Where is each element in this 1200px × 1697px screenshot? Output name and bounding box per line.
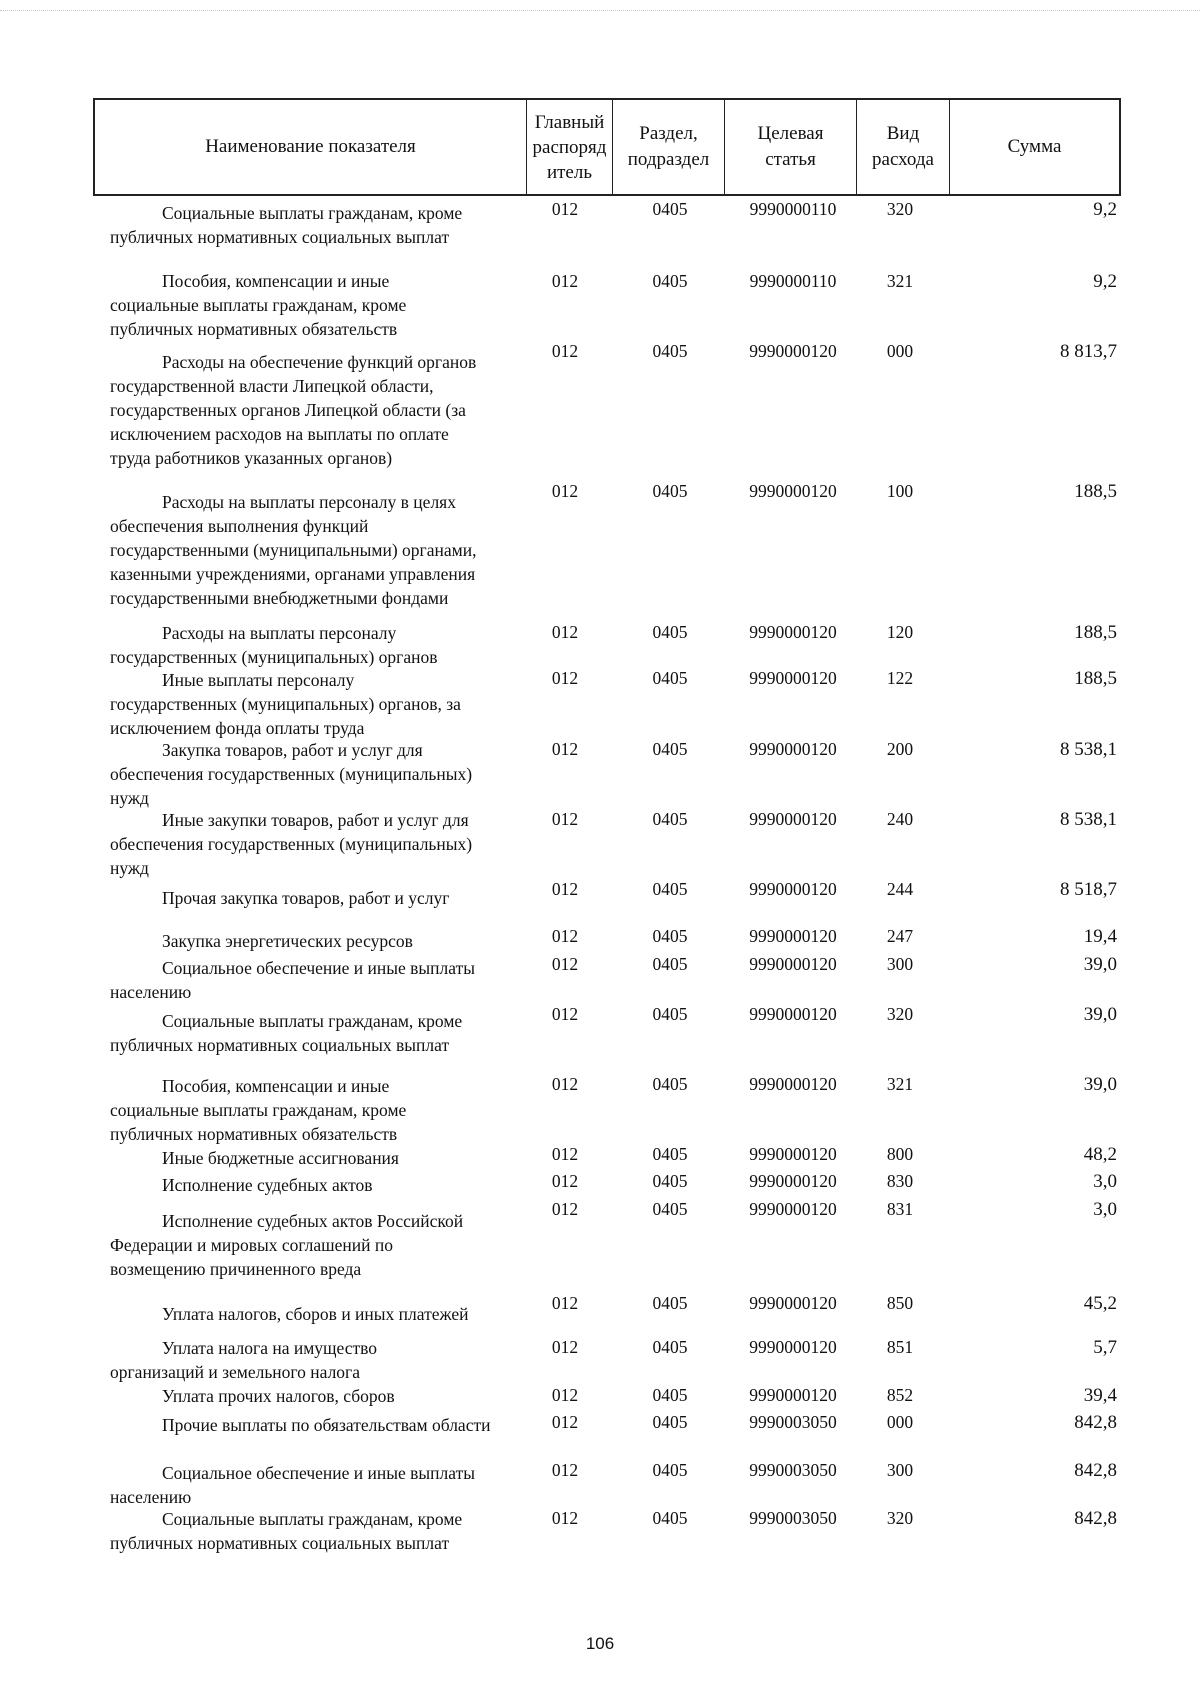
row-name — [110, 1146, 520, 1170]
row-name-line: Социальные выплаты гражданам, кроме — [162, 203, 463, 223]
row-name — [110, 621, 520, 669]
row-vid: 320 — [886, 199, 914, 219]
row-razd: 0405 — [652, 1144, 688, 1164]
row-sum: 45,2 — [1083, 1293, 1117, 1314]
row-razd: 0405 — [652, 1074, 688, 1094]
row-name-line: государственными внебюджетными фондами — [110, 588, 449, 608]
table-header — [93, 98, 1121, 196]
row-name-line: публичных нормативных социальных выплат — [110, 227, 450, 247]
row-name-line: Исполнение судебных актов Российской — [162, 1211, 464, 1231]
row-name — [110, 490, 520, 610]
row-name-line: населению — [110, 1487, 192, 1507]
row-razd: 0405 — [652, 1293, 688, 1313]
row-name-line: Прочая закупка товаров, работ и услуг — [162, 888, 450, 908]
row-sum: 5,7 — [1093, 1337, 1117, 1358]
row-name-line: Федерации и мировых соглашений по — [110, 1235, 393, 1255]
row-name-line: Закупка товаров, работ и услуг для — [162, 740, 423, 760]
row-name-line: государственных (муниципальных) органов — [110, 647, 438, 667]
row-name-line: социальные выплаты гражданам, кроме — [110, 295, 407, 315]
row-vid: 321 — [886, 1074, 914, 1094]
row-name-line: обеспечения выполнения функций — [110, 516, 369, 536]
row-name — [110, 808, 520, 880]
row-sum: 9,2 — [1093, 271, 1117, 292]
row-sum: 39,0 — [1083, 954, 1117, 975]
row-name-line: обеспечения государственных (муниципальных) — [110, 834, 473, 854]
row-glav: 012 — [551, 1199, 579, 1219]
row-cel: 9990000120 — [749, 481, 837, 501]
row-name-line: Иные выплаты персоналу — [162, 670, 355, 690]
row-name-line: Уплата налогов, сборов и иных платежей — [162, 1304, 469, 1324]
row-glav: 012 — [551, 1074, 579, 1094]
row-name — [110, 1009, 520, 1057]
row-name-line: Иные бюджетные ассигнования — [162, 1148, 399, 1168]
row-vid: 120 — [886, 622, 914, 642]
row-glav: 012 — [551, 341, 579, 361]
page-number: 106 — [585, 1634, 615, 1653]
row-name-line: публичных нормативных социальных выплат — [110, 1533, 450, 1553]
header-cel-line1: Целевая — [757, 123, 824, 144]
row-cel: 9990000120 — [749, 926, 837, 946]
row-sum: 39,0 — [1083, 1074, 1117, 1095]
row-razd: 0405 — [652, 739, 688, 759]
header-razd-line1: Раздел, — [639, 123, 698, 144]
row-name-line: Уплата прочих налогов, сборов — [162, 1386, 395, 1406]
row-name-line: Пособия, компенсации и иные — [162, 271, 390, 291]
row-razd: 0405 — [652, 879, 688, 899]
header-cel-line2: статья — [765, 149, 816, 170]
row-razd: 0405 — [652, 1004, 688, 1024]
row-cel: 9990003050 — [749, 1460, 837, 1480]
row-vid: 300 — [886, 954, 914, 974]
row-vid: 000 — [886, 1412, 914, 1432]
row-sum: 188,5 — [1074, 668, 1117, 689]
row-cel: 9990000120 — [749, 879, 837, 899]
header-sum-label: Сумма — [1007, 136, 1062, 157]
row-name-line: Расходы на обеспечение функций органов — [162, 352, 477, 372]
page-top-border — [0, 10, 1200, 11]
row-razd: 0405 — [652, 954, 688, 974]
row-cel: 9990003050 — [749, 1508, 837, 1528]
row-sum: 188,5 — [1074, 481, 1117, 502]
row-cel: 9990000120 — [749, 341, 837, 361]
row-razd: 0405 — [652, 1412, 688, 1432]
row-sum: 8 518,7 — [1060, 879, 1117, 900]
header-razd-column — [613, 100, 725, 194]
row-razd: 0405 — [652, 271, 688, 291]
row-razd: 0405 — [652, 1171, 688, 1191]
header-vid-line2: расхода — [872, 149, 934, 170]
header-name-column — [95, 100, 527, 194]
row-cel: 9990000110 — [749, 199, 837, 219]
row-razd: 0405 — [652, 1199, 688, 1219]
row-vid: 800 — [886, 1144, 914, 1164]
row-razd: 0405 — [652, 199, 688, 219]
row-cel: 9990000110 — [749, 271, 837, 291]
row-vid: 320 — [886, 1004, 914, 1024]
row-sum: 8 538,1 — [1060, 809, 1117, 830]
row-name — [110, 1209, 520, 1281]
row-name-line: Расходы на выплаты персоналу — [162, 623, 397, 643]
row-sum: 19,4 — [1083, 926, 1117, 947]
row-name-line: обеспечения государственных (муниципальных) — [110, 764, 473, 784]
row-sum: 9,2 — [1093, 199, 1117, 220]
row-name-line: организаций и земельного налога — [110, 1362, 360, 1382]
row-name — [110, 1074, 520, 1146]
row-name-line: Социальное обеспечение и иные выплаты — [162, 958, 476, 978]
row-vid: 852 — [886, 1385, 914, 1405]
row-glav: 012 — [551, 1293, 579, 1313]
row-name-line: Иные закупки товаров, работ и услуг для — [162, 810, 469, 830]
row-vid: 831 — [886, 1199, 914, 1219]
row-glav: 012 — [551, 1144, 579, 1164]
row-cel: 9990000120 — [749, 1199, 837, 1219]
row-name-line: Социальные выплаты гражданам, кроме — [162, 1011, 463, 1031]
row-cel: 9990000120 — [749, 622, 837, 642]
row-glav: 012 — [551, 954, 579, 974]
row-name — [110, 956, 520, 1004]
row-name-line: Пособия, компенсации и иные — [162, 1076, 390, 1096]
row-glav: 012 — [551, 1508, 579, 1528]
header-vid-column — [857, 100, 950, 194]
row-name — [110, 1384, 520, 1408]
row-sum: 39,4 — [1083, 1385, 1117, 1406]
row-name — [110, 1507, 520, 1555]
row-glav: 012 — [551, 1171, 579, 1191]
row-vid: 200 — [886, 739, 914, 759]
row-name-line: нужд — [110, 858, 149, 878]
row-cel: 9990000120 — [749, 1004, 837, 1024]
row-name-line: нужд — [110, 788, 149, 808]
row-razd: 0405 — [652, 1337, 688, 1357]
row-razd: 0405 — [652, 809, 688, 829]
header-razd-line2: подраздел — [627, 149, 710, 170]
row-name — [110, 350, 520, 470]
header-glav-line1: Главный — [534, 111, 605, 133]
row-razd: 0405 — [652, 622, 688, 642]
header-name-label: Наименование показателя — [205, 136, 416, 157]
row-name-line: труда работников указанных органов) — [110, 448, 393, 468]
row-glav: 012 — [551, 199, 579, 219]
row-vid: 851 — [886, 1337, 914, 1357]
row-razd: 0405 — [652, 481, 688, 501]
row-name-line: государственных органов Липецкой области (за — [110, 400, 466, 420]
header-vid-line1: Вид — [886, 123, 920, 144]
row-name-line: социальные выплаты гражданам, кроме — [110, 1100, 407, 1120]
row-name-line: Социальное обеспечение и иные выплаты — [162, 1463, 476, 1483]
row-razd: 0405 — [652, 1460, 688, 1480]
row-vid: 000 — [886, 341, 914, 361]
row-vid: 247 — [886, 926, 914, 946]
row-sum: 3,0 — [1093, 1171, 1117, 1192]
row-name-line: публичных нормативных обязательств — [110, 319, 398, 339]
row-name-line: публичных нормативных социальных выплат — [110, 1035, 450, 1055]
row-razd: 0405 — [652, 668, 688, 688]
row-name-line: государственными (муниципальными) органами, — [110, 540, 477, 560]
row-name-line: Социальные выплаты гражданам, кроме — [162, 1509, 463, 1529]
row-sum: 842,8 — [1074, 1508, 1117, 1529]
row-glav: 012 — [551, 668, 579, 688]
row-name-line: государственной власти Липецкой области, — [110, 376, 434, 396]
row-cel: 9990000120 — [749, 739, 837, 759]
row-glav: 012 — [551, 809, 579, 829]
row-name — [110, 668, 520, 740]
header-sum-column — [950, 100, 1119, 194]
row-razd: 0405 — [652, 926, 688, 946]
row-cel: 9990000120 — [749, 1144, 837, 1164]
row-glav: 012 — [551, 879, 579, 899]
row-vid: 321 — [886, 271, 914, 291]
row-name — [110, 1461, 520, 1509]
row-name-line: Прочие выплаты по обязательствам области — [162, 1415, 491, 1435]
row-cel: 9990000120 — [749, 1337, 837, 1357]
header-glav-line3: итель — [546, 161, 593, 183]
row-glav: 012 — [551, 1412, 579, 1432]
row-sum: 8 813,7 — [1060, 341, 1117, 362]
row-glav: 012 — [551, 622, 579, 642]
row-sum: 188,5 — [1074, 622, 1117, 643]
row-name — [110, 201, 520, 249]
row-name-line: возмещению причиненного вреда — [110, 1259, 362, 1279]
row-sum: 48,2 — [1083, 1144, 1117, 1165]
row-name-line: исключением расходов на выплаты по оплате — [110, 424, 449, 444]
row-cel: 9990000120 — [749, 954, 837, 974]
row-cel: 9990000120 — [749, 1293, 837, 1313]
row-glav: 012 — [551, 926, 579, 946]
row-sum: 3,0 — [1093, 1199, 1117, 1220]
row-sum: 8 538,1 — [1060, 739, 1117, 760]
header-cel-column — [725, 100, 857, 194]
row-sum: 842,8 — [1074, 1412, 1117, 1433]
row-vid: 100 — [886, 481, 914, 501]
row-glav: 012 — [551, 271, 579, 291]
row-name-line: исключением фонда оплаты труда — [110, 718, 365, 738]
row-name-line: государственных (муниципальных) органов, за — [110, 694, 461, 714]
row-glav: 012 — [551, 1337, 579, 1357]
row-name — [110, 886, 520, 910]
row-vid: 240 — [886, 809, 914, 829]
row-vid: 830 — [886, 1171, 914, 1191]
row-cel: 9990000120 — [749, 1385, 837, 1405]
row-name — [110, 269, 520, 341]
row-name-line: Расходы на выплаты персоналу в целях — [162, 492, 456, 512]
row-razd: 0405 — [652, 1508, 688, 1528]
row-glav: 012 — [551, 481, 579, 501]
row-name — [110, 1336, 520, 1384]
row-glav: 012 — [551, 1385, 579, 1405]
row-glav: 012 — [551, 1460, 579, 1480]
row-name — [110, 1302, 520, 1326]
row-razd: 0405 — [652, 341, 688, 361]
row-vid: 122 — [886, 668, 914, 688]
row-cel: 9990003050 — [749, 1412, 837, 1432]
row-name — [110, 1173, 520, 1197]
row-glav: 012 — [551, 739, 579, 759]
row-glav: 012 — [551, 1004, 579, 1024]
row-name-line: Исполнение судебных актов — [162, 1175, 373, 1195]
header-glav-line2: распоряд — [532, 136, 607, 158]
row-name-line: Уплата налога на имущество — [162, 1338, 378, 1358]
row-vid: 244 — [886, 879, 914, 899]
row-name-line: публичных нормативных обязательств — [110, 1124, 398, 1144]
row-vid: 850 — [886, 1293, 914, 1313]
row-razd: 0405 — [652, 1385, 688, 1405]
row-sum: 39,0 — [1083, 1004, 1117, 1025]
row-name — [110, 929, 520, 953]
row-cel: 9990000120 — [749, 668, 837, 688]
row-name-line: казенными учреждениями, органами управления — [110, 564, 476, 584]
row-vid: 300 — [886, 1460, 914, 1480]
row-name-line: населению — [110, 982, 192, 1002]
row-cel: 9990000120 — [749, 1074, 837, 1094]
row-vid: 320 — [886, 1508, 914, 1528]
header-glav-column — [527, 100, 613, 194]
row-cel: 9990000120 — [749, 1171, 837, 1191]
row-name-line: Закупка энергетических ресурсов — [162, 931, 413, 951]
row-name — [110, 1413, 520, 1437]
row-sum: 842,8 — [1074, 1460, 1117, 1481]
row-name — [110, 738, 520, 810]
row-cel: 9990000120 — [749, 809, 837, 829]
